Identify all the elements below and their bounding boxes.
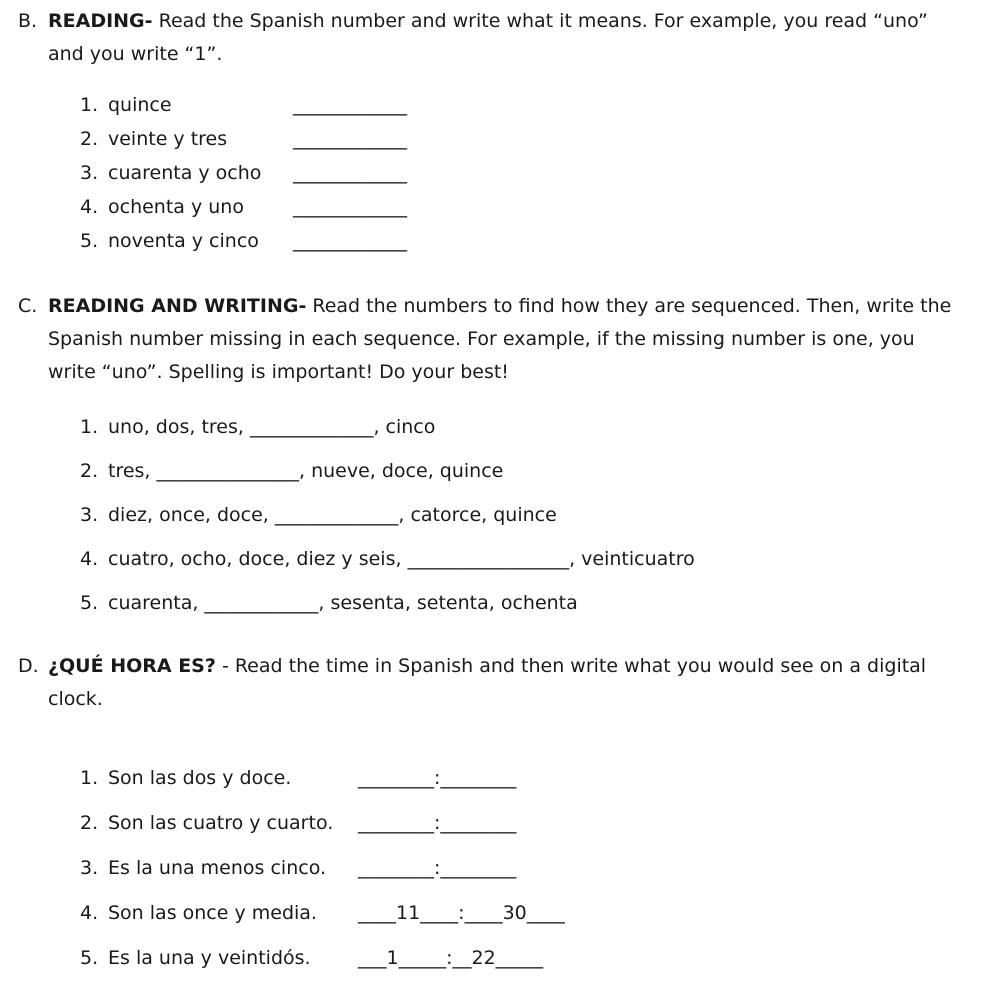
list-item: [80, 801, 955, 846]
list-item: [80, 405, 955, 449]
section-b-list: [80, 88, 955, 258]
number-sequence: tres, _______________, nueve, doce, quince: [108, 460, 504, 482]
section-b-header: [18, 5, 955, 71]
number-sequence: uno, dos, tres, _____________, cinco: [108, 416, 436, 438]
time-sentence: Son las once y media.: [108, 902, 317, 924]
section-d-list: [80, 756, 955, 981]
number-sequence: diez, once, doce, _____________, catorce, quince: [108, 504, 557, 526]
section-d-header: [18, 650, 955, 716]
list-item: [80, 493, 955, 537]
digital-clock-blank: ________:________: [358, 857, 517, 879]
section-c-letter: C.: [18, 295, 38, 317]
digital-clock-answer: ____11____:____30____: [358, 902, 565, 924]
item-number: 1.: [80, 416, 99, 438]
spanish-number-term: veinte y tres: [108, 128, 228, 150]
item-number: 4.: [80, 902, 99, 924]
answer-blank: ____________: [293, 196, 407, 218]
item-number: 3.: [80, 162, 99, 184]
section-c-list: [80, 405, 955, 625]
list-item: [80, 756, 955, 801]
item-number: 5.: [80, 592, 99, 614]
item-number: 5.: [80, 230, 99, 252]
section-d-instructions: [48, 650, 955, 716]
spanish-number-term: noventa y cinco: [108, 230, 259, 252]
time-sentence: Son las cuatro y cuarto.: [108, 812, 334, 834]
section-b-description: Read the Spanish number and write what it means. For example, you read “uno” and you write “1”.: [48, 10, 928, 65]
list-item: [80, 846, 955, 891]
list-item: [80, 224, 955, 258]
item-number: 2.: [80, 128, 99, 150]
spanish-number-term: quince: [108, 94, 172, 116]
answer-blank: ____________: [293, 162, 407, 184]
section-b: [18, 5, 955, 258]
time-sentence: Son las dos y doce.: [108, 767, 292, 789]
item-number: 3.: [80, 504, 99, 526]
item-number: 2.: [80, 460, 99, 482]
section-d: [18, 650, 955, 981]
section-b-title: READING-: [48, 10, 153, 32]
section-d-title: ¿QUÉ HORA ES?: [48, 655, 216, 677]
digital-clock-blank: ________:________: [358, 812, 517, 834]
item-number: 4.: [80, 548, 99, 570]
list-item: [80, 122, 955, 156]
item-number: 2.: [80, 812, 99, 834]
digital-clock-blank: ________:________: [358, 767, 517, 789]
list-item: [80, 936, 955, 981]
section-c-instructions: [48, 290, 955, 389]
list-item: [80, 449, 955, 493]
list-item: [80, 537, 955, 581]
time-sentence: Es la una y veintidós.: [108, 947, 311, 969]
section-b-instructions: [48, 5, 955, 71]
spanish-number-term: ochenta y uno: [108, 196, 244, 218]
section-b-letter: B.: [18, 10, 38, 32]
list-item: [80, 156, 955, 190]
list-item: [80, 190, 955, 224]
spanish-number-term: cuarenta y ocho: [108, 162, 262, 184]
section-c-title: READING AND WRITING-: [48, 295, 307, 317]
item-number: 4.: [80, 196, 99, 218]
answer-blank: ____________: [293, 230, 407, 252]
answer-blank: ____________: [293, 128, 407, 150]
section-c-description: Read the numbers to find how they are sequenced. Then, write the Spanish number missing in each sequence. For example, if the missing number is one, you write “uno”. Spelling is important! Do your best!: [48, 295, 952, 383]
time-sentence: Es la una menos cinco.: [108, 857, 327, 879]
item-number: 1.: [80, 767, 99, 789]
number-sequence: cuarenta, ____________, sesenta, setenta, ochenta: [108, 592, 578, 614]
digital-clock-answer: ___1_____:__22_____: [358, 947, 544, 969]
section-d-description: - Read the time in Spanish and then write what you would see on a digital clock.: [48, 655, 927, 710]
answer-blank: ____________: [293, 94, 407, 116]
item-number: 5.: [80, 947, 99, 969]
section-c-header: [18, 290, 955, 389]
list-item: [80, 581, 955, 625]
section-d-letter: D.: [18, 655, 39, 677]
list-item: [80, 88, 955, 122]
section-c: [18, 290, 955, 625]
list-item: [80, 891, 955, 936]
item-number: 3.: [80, 857, 99, 879]
item-number: 1.: [80, 94, 99, 116]
number-sequence: cuatro, ocho, doce, diez y seis, _________________, veinticuatro: [108, 548, 695, 570]
